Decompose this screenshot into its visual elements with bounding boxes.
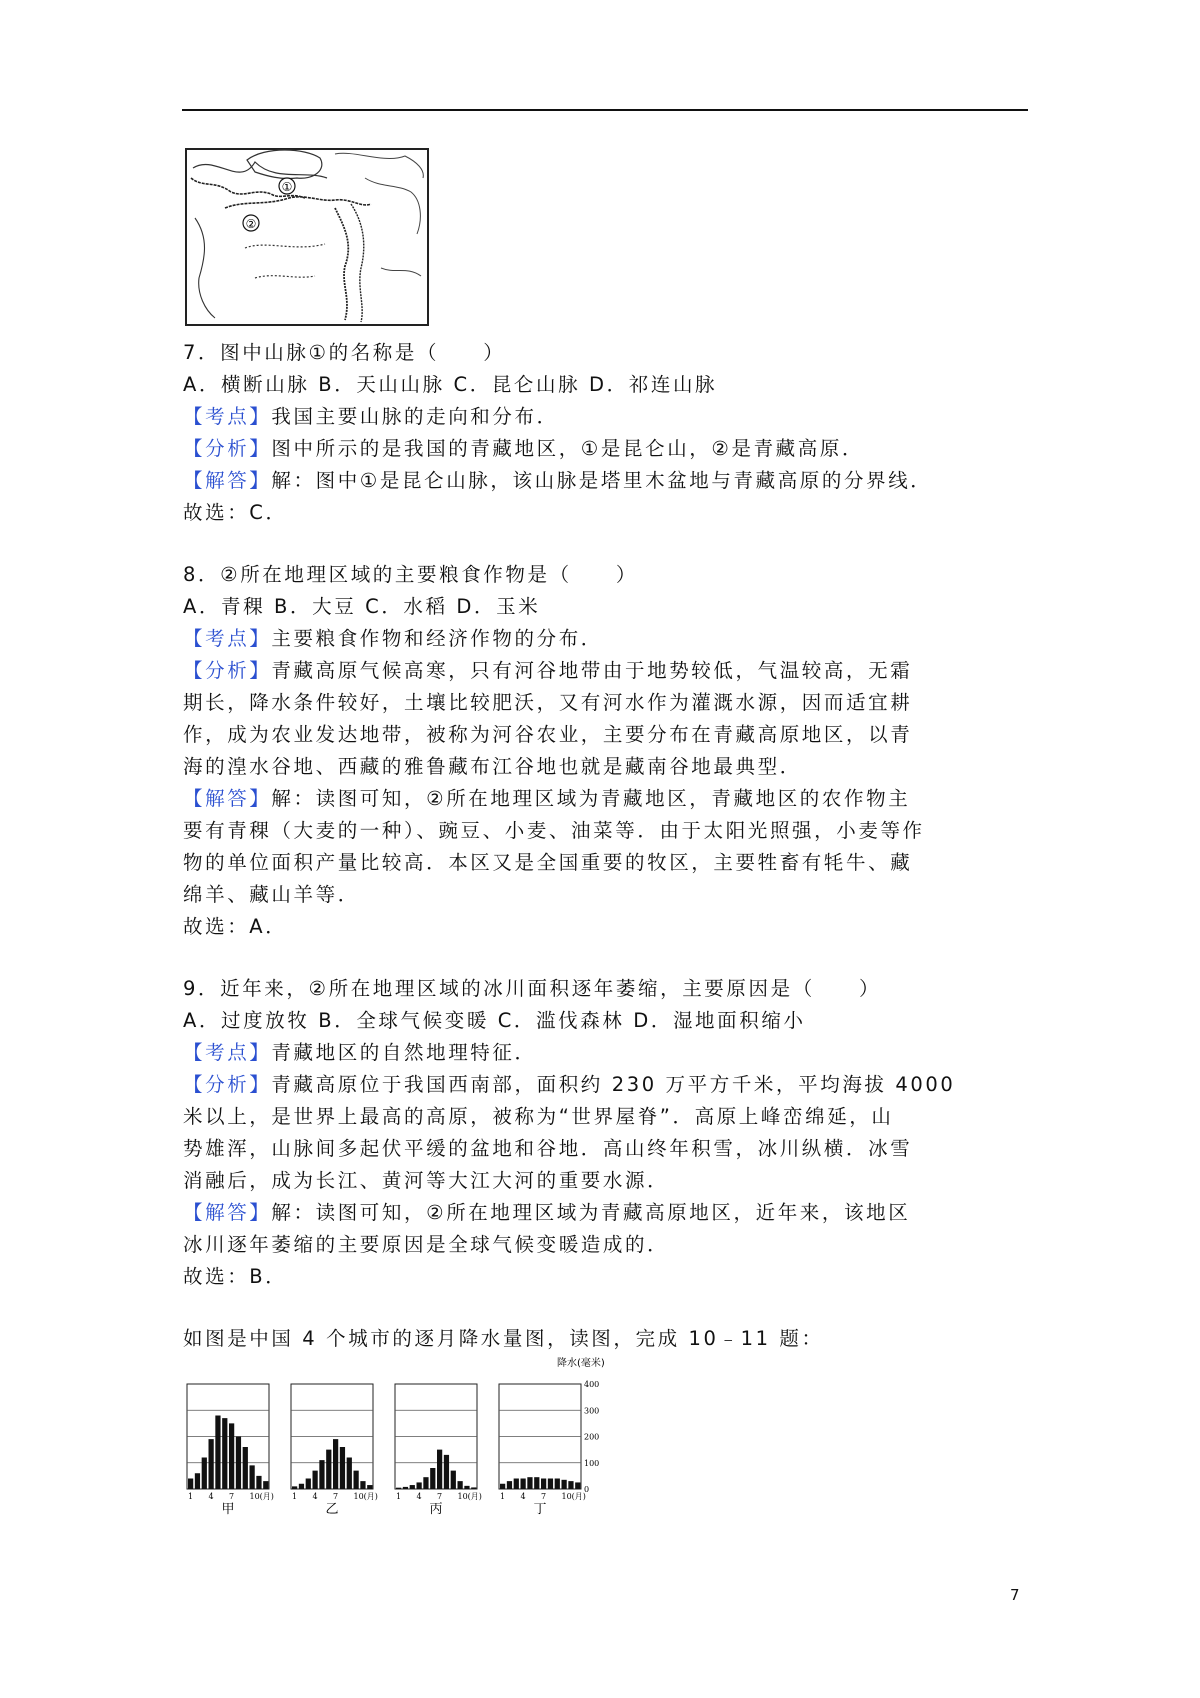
q9-kaodian [183,1037,1043,1069]
q9-jieda-text: 解：读图可知，②所在地理区域为青藏高原地区，近年来，该地区 [271,1201,911,1224]
bar [521,1479,526,1490]
bar [568,1481,573,1489]
q7-fenxi [183,433,1043,465]
x-tick-label: 1 [500,1492,506,1501]
q8-kaodian [183,623,1043,655]
bar [195,1473,200,1489]
q8-kaodian-text: 主要粮食作物和经济作物的分布． [271,627,603,650]
jieda-tag: 【解答】 [183,469,272,492]
bar [354,1471,359,1489]
bar [340,1447,345,1489]
x-tick-label: 4 [312,1492,318,1501]
bar [527,1477,532,1489]
qinghai-tibet-map [185,148,429,326]
bar [500,1484,505,1489]
bar [471,1487,476,1489]
q9-fenxi-text: 青藏高原位于我国西南部，面积约 230 万平方千米，平均海拔 4000 [271,1073,956,1096]
fenxi-tag: 【分析】 [183,1073,272,1096]
bar [534,1477,539,1489]
q9-answer: 故选：B． [183,1265,288,1288]
q9-fenxi [183,1069,1043,1101]
y-tick-label: 100 [584,1458,600,1468]
bar [403,1487,408,1489]
q9-kaodian-text: 青藏地区的自然地理特征． [271,1041,537,1064]
y-tick-label: 400 [584,1380,600,1389]
panel-name: 丙 [429,1502,443,1516]
bar [451,1471,456,1489]
bar [410,1485,415,1489]
bar [464,1486,469,1489]
x-tick-label: 10(月) [249,1492,274,1501]
q8-jieda [183,783,1043,815]
rainfall-chart [185,1356,641,1516]
chart-intro: 如图是中国 4 个城市的逐月降水量图，读图，完成 10﹣11 题： [183,1327,824,1350]
y-tick-label: 0 [584,1485,590,1494]
q8-jieda-text: 解：读图可知，②所在地理区域为青藏地区，青藏地区的农作物主 [271,787,911,810]
bar [347,1458,352,1490]
header-rule [182,109,1028,111]
q7-options: A．横断山脉 B．天山山脉 C．昆仑山脉 D．祁连山脉 [183,373,718,396]
x-tick-label: 1 [396,1492,402,1501]
bar [541,1479,546,1490]
y-tick-label: 200 [584,1432,600,1442]
x-tick-label: 10(月) [457,1492,482,1501]
x-tick-label: 7 [541,1492,547,1501]
x-tick-label: 1 [188,1492,194,1501]
q9-fenxi-line4: 消融后，成为长江、黄河等大江大河的重要水源． [183,1169,670,1192]
bar [562,1480,567,1489]
y-axis-label: 降水(毫米) [557,1358,605,1369]
bar [575,1482,580,1489]
q7-kaodian [183,401,1043,433]
x-tick-label: 10(月) [561,1492,586,1501]
bar [514,1479,519,1490]
kaodian-tag: 【考点】 [183,627,272,650]
bar [430,1468,435,1489]
bar [188,1479,193,1490]
q9-options: A．过度放牧 B．全球气候变暖 C．滥伐森林 D．湿地面积缩小 [183,1009,806,1032]
bar [243,1447,248,1489]
x-tick-label: 7 [333,1492,339,1501]
x-tick-label: 1 [292,1492,298,1501]
bar [229,1423,234,1489]
q7-fenxi-text: 图中所示的是我国的青藏地区，①是昆仑山，②是青藏高原． [271,437,865,460]
bar [548,1479,553,1490]
bar [360,1481,365,1489]
q9-jieda [183,1197,1043,1229]
kaodian-tag: 【考点】 [183,1041,272,1064]
q9-fenxi-line2: 米以上，是世界上最高的高原，被称为“世界屋脊”．高原上峰峦绵延，山 [183,1105,894,1128]
bar [299,1484,304,1489]
bar [313,1471,318,1489]
x-tick-label: 4 [416,1492,422,1501]
x-tick-label: 4 [208,1492,214,1501]
y-tick-label: 300 [584,1406,600,1416]
bar [256,1476,261,1489]
bar [319,1460,324,1489]
q8-fenxi-text: 青藏高原气候高寒，只有河谷地带由于地势较低，气温较高，无霜 [271,659,913,682]
bar [437,1450,442,1489]
q8-jieda-line2: 要有青稞（大麦的一种）、豌豆、小麦、油菜等．由于太阳光照强，小麦等作 [183,819,925,842]
bar [215,1416,220,1490]
q8-answer: 故选：A． [183,915,288,938]
panel-name: 乙 [325,1502,339,1516]
q7-jieda [183,465,1043,497]
fenxi-tag: 【分析】 [183,437,272,460]
x-tick-label: 7 [229,1492,235,1501]
page-number: 7 [1010,1586,1020,1604]
bar [292,1486,297,1489]
question-text [183,337,1043,1355]
q9-jieda-line2: 冰川逐年萎缩的主要原因是全球气候变暖造成的． [183,1233,670,1256]
bar [458,1481,463,1489]
bar [236,1437,241,1490]
jieda-tag: 【解答】 [183,1201,272,1224]
map-label-2: ② [245,217,257,231]
q8-fenxi-line3: 作，成为农业发达地带，被称为河谷农业，主要分布在青藏高原地区，以青 [183,723,913,746]
q8-jieda-line4: 绵羊、藏山羊等． [183,883,360,906]
panel-name: 丁 [533,1502,547,1516]
bar [326,1450,331,1489]
bar [423,1477,428,1489]
bar [333,1439,338,1489]
q8-fenxi [183,655,1043,687]
q7-jieda-text: 解：图中①是昆仑山脉，该山脉是塔里木盆地与青藏高原的分界线． [271,469,933,492]
bar [250,1465,255,1489]
q8-fenxi-line2: 期长，降水条件较好，土壤比较肥沃，又有河水作为灌溉水源，因而适宜耕 [183,691,913,714]
x-tick-label: 4 [520,1492,526,1501]
bar [417,1482,422,1489]
q9-fenxi-line3: 势雄浑，山脉间多起伏平缓的盆地和谷地．高山终年积雪，冰川纵横．冰雪 [183,1137,913,1160]
q8-stem: 8．②所在地理区域的主要粮食作物是（ ） [183,563,638,586]
x-tick-label: 7 [437,1492,443,1501]
jieda-tag: 【解答】 [183,787,272,810]
map-label-1: ① [281,180,293,194]
q7-stem: 7．图中山脉①的名称是（ ） [183,341,506,364]
kaodian-tag: 【考点】 [183,405,272,428]
bar [306,1479,311,1490]
q7-kaodian-text: 我国主要山脉的走向和分布． [271,405,559,428]
bar [444,1455,449,1489]
bar [367,1485,372,1489]
bar [555,1479,560,1490]
q8-options: A．青稞 B．大豆 C．水稻 D．玉米 [183,595,541,618]
q9-stem: 9．近年来，②所在地理区域的冰川面积逐年萎缩，主要原因是（ ） [183,977,882,1000]
x-tick-label: 10(月) [353,1492,378,1501]
q7-answer: 故选：C． [183,501,288,524]
bar [263,1481,268,1489]
bar [202,1458,207,1490]
q8-fenxi-line4: 海的湟水谷地、西藏的雅鲁藏布江谷地也就是藏南谷地最典型． [183,755,802,778]
bar [209,1439,214,1489]
bar [396,1488,401,1489]
q8-jieda-line3: 物的单位面积产量比较高．本区又是全国重要的牧区，主要牲畜有牦牛、藏 [183,851,913,874]
bar [507,1481,512,1489]
panel-name: 甲 [221,1502,235,1516]
bar [222,1418,227,1489]
fenxi-tag: 【分析】 [183,659,272,682]
